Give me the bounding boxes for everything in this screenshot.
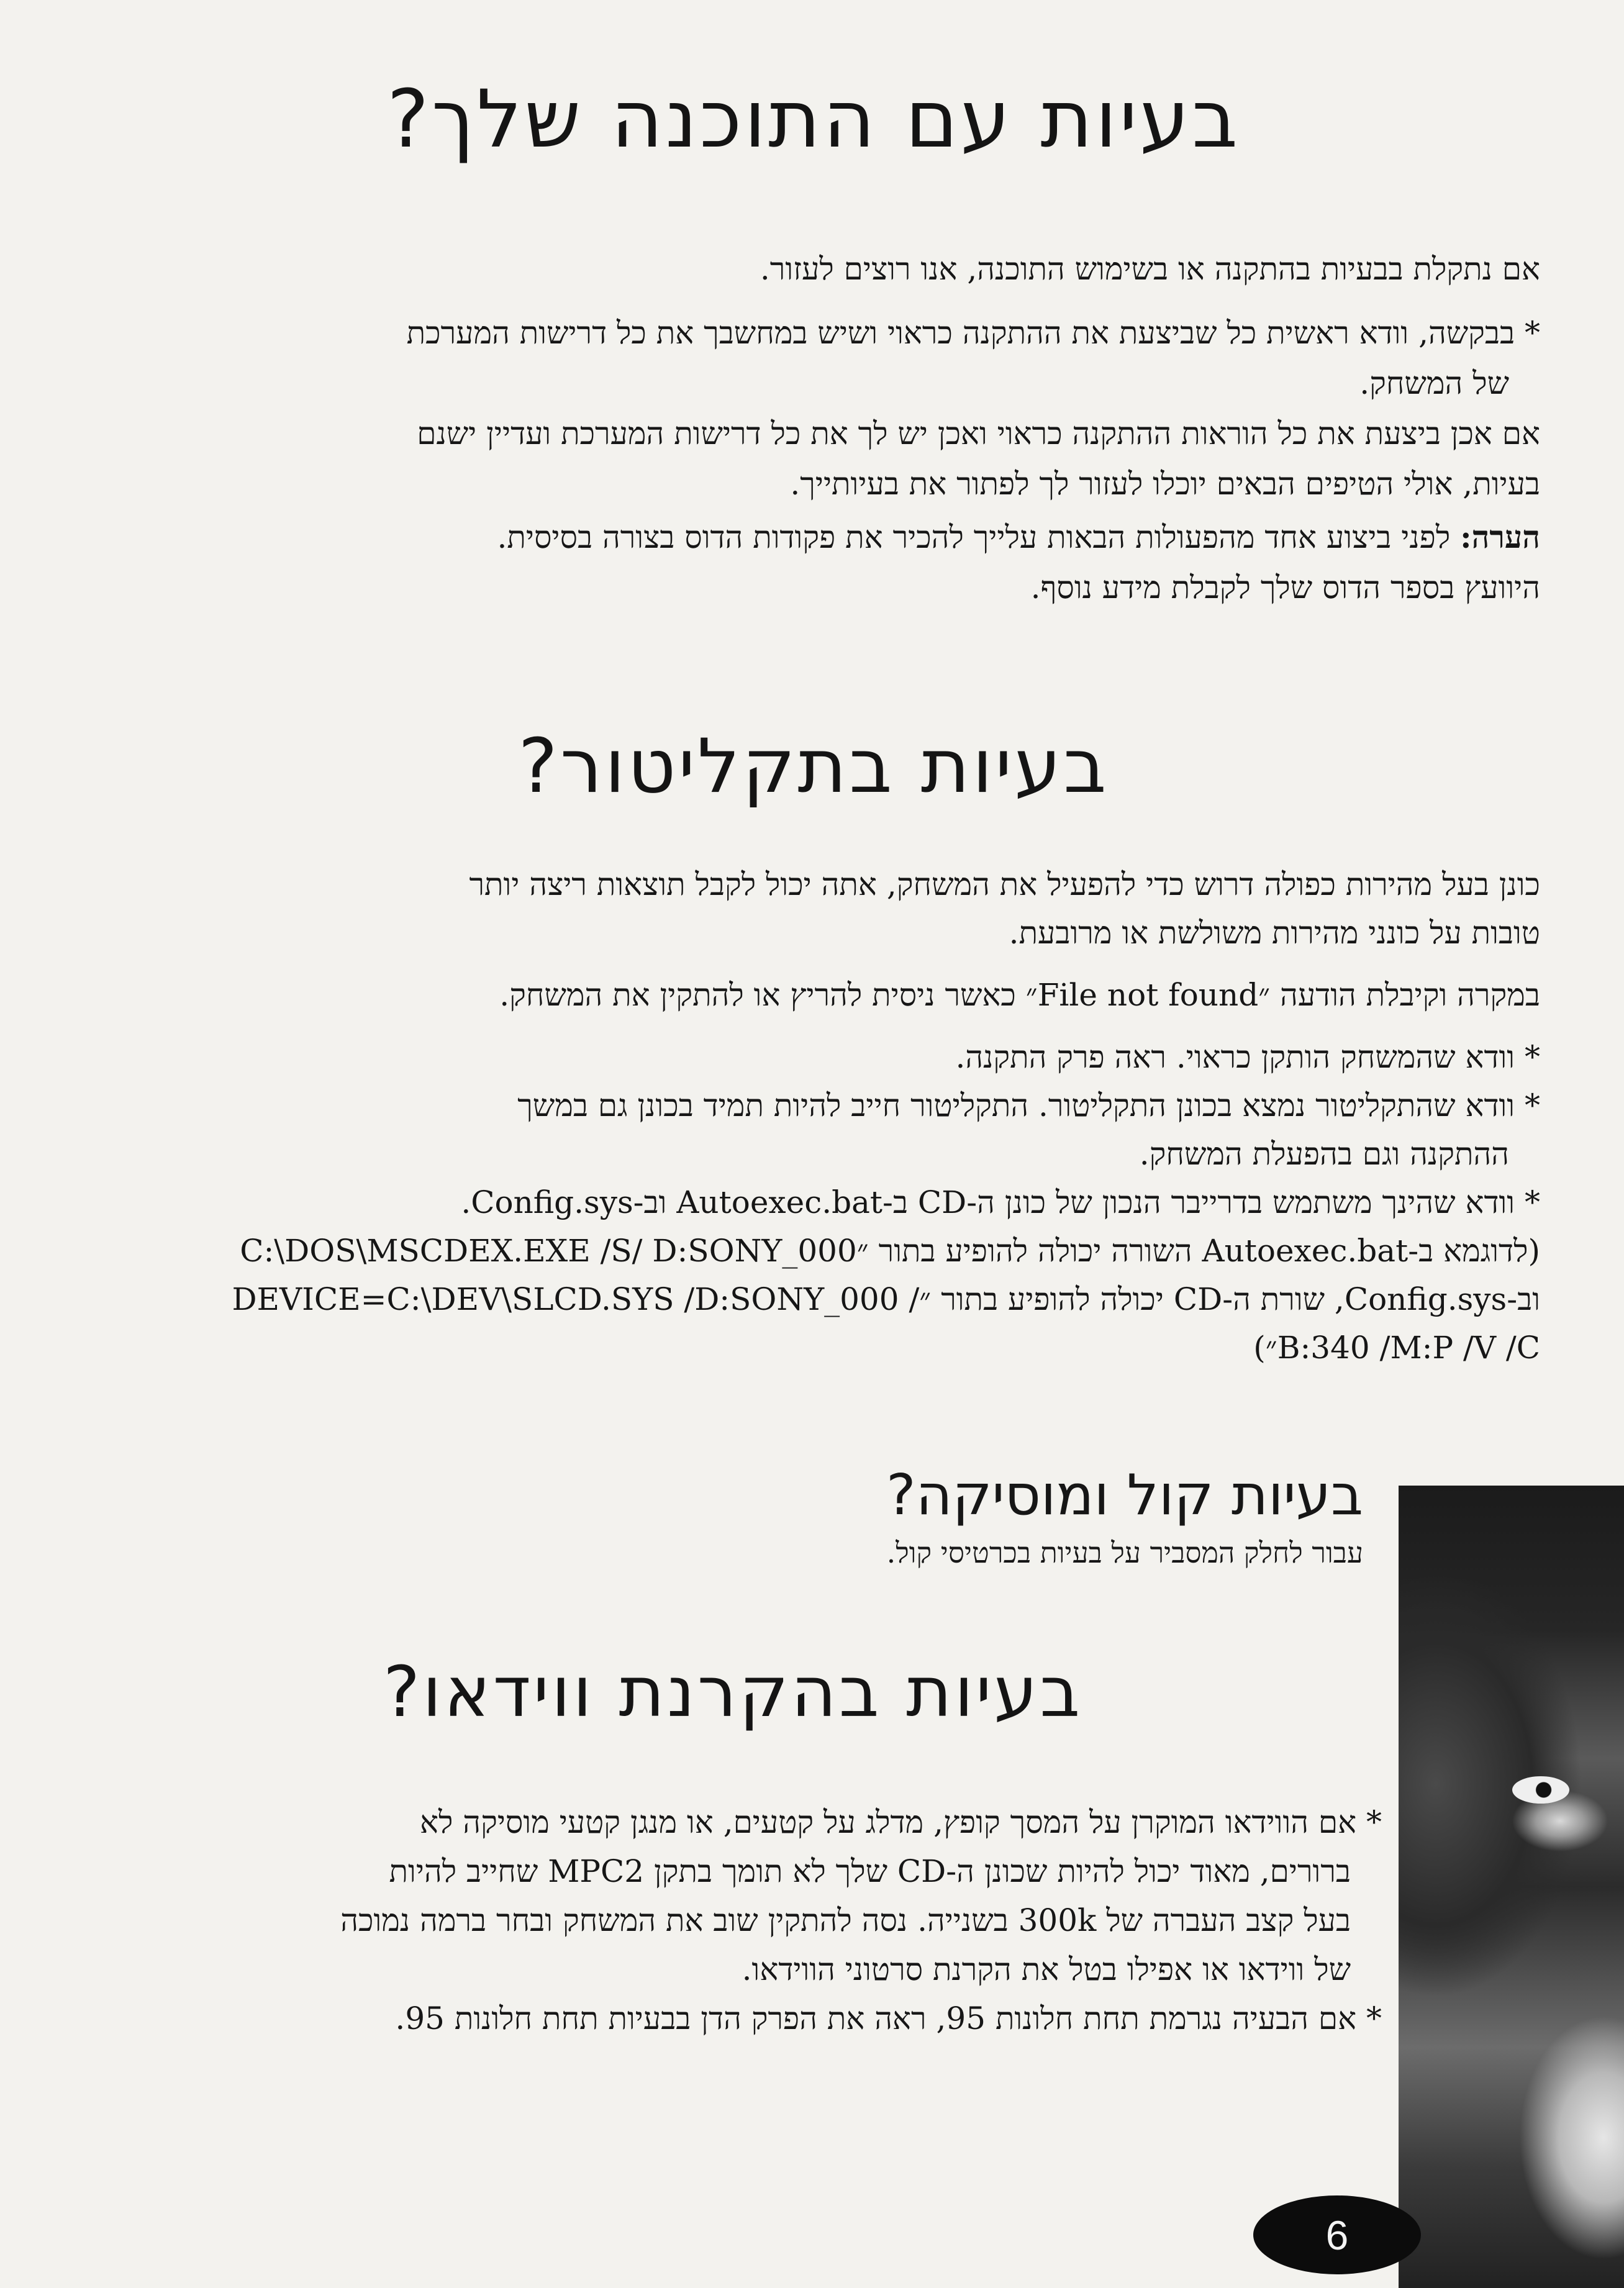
- video-problems-text: [112, 1798, 1382, 2043]
- sound-problems-text: [556, 1531, 1363, 1574]
- software-problems-text: [112, 244, 1540, 613]
- bullet-line: וב-Config.sys, שורת ה-CD יכולה להופיע בתור ״/ DEVICE=C:\DEV\SLCD.SYS /D:SONY_000: [232, 1281, 1540, 1317]
- note-text: לפני ביצוע אחד מהפעולות הבאות עלייך להכיר את פקודות הדוס בצורה בסיסית.: [497, 519, 1461, 555]
- paragraph-line: בעיות, אולי הטיפים הבאים יוכלו לעזור לך לפתור את בעיותייך.: [790, 466, 1540, 502]
- paragraph-line: כונן בעל מהירות כפולה דרוש כדי להפעיל את המשחק, אתה יכול לקבל תוצאות ריצה יותר: [469, 866, 1540, 902]
- note-line: היוועץ בספר הדוס שלך לקבלת מידע נוסף.: [1030, 570, 1540, 606]
- bullet-line: בעל קצב העברה של 300k בשנייה. נסה להתקין שוב את המשחק ובחר ברמה נמוכה: [340, 1902, 1351, 1938]
- section-title-software: בעיות עם התוכנה שלך?: [386, 73, 1241, 166]
- bullet-line: ברורים, מאוד יכול להיות שכונן ה-CD שלך לא תומך בתקן MPC2 שחייב להיות: [389, 1853, 1351, 1889]
- bullet-line: * אם הבעיה נגרמת תחת חלונות 95, ראה את הפרק הדן בבעיות תחת חלונות 95.: [395, 2000, 1382, 2036]
- paragraph-line: עבור לחלק המסביר על בעיות בכרטיסי קול.: [886, 1536, 1363, 1569]
- bullet-line: (לדוגמא ב-Autoexec.bat השורה יכולה להופיע בתור ״C:\DOS\MSCDEX.EXE /S/ D:SONY_000: [240, 1233, 1540, 1269]
- intro-line: אם נתקלת בבעיות בהתקנה או בשימוש התוכנה, אנו רוצים לעזור.: [760, 251, 1540, 287]
- paragraph-line: טובות על כונני מהירות משולשת או מרובעת.: [1009, 915, 1540, 951]
- section-title-sound: בעיות קול ומוסיקה?: [886, 1463, 1363, 1528]
- paragraph-line: במקרה וקיבלת הודעה ״File not found״ כאשר ניסית להריץ או להתקין את המשחק.: [499, 977, 1540, 1013]
- bullet-line: * וודא שהתקליטור נמצא בכונן התקליטור. התקליטור חייב להיות תמיד בכונן גם במשך: [517, 1087, 1540, 1124]
- bullet-line: * וודא שהינך משתמש בדרייבר הנכון של כונן ה-CD ב-Autoexec.bat וב-Config.sys.: [461, 1184, 1540, 1220]
- paragraph-line: אם אכן ביצעת את כל הוראות ההתקנה כראוי ואכן יש לך את כל דרישות המערכת ועדיין ישנם: [417, 415, 1540, 452]
- section-title-cd: בעיות בתקליטור?: [518, 724, 1109, 810]
- bullet-line: של ווידאו או אפילו בטל את הקרנת סרטוני הווידאו.: [742, 1951, 1351, 1987]
- bullet-line: ההתקנה וגם בהפעלת המשחק.: [1139, 1136, 1509, 1172]
- note-label: הערה:: [1460, 519, 1540, 555]
- dog-eye: [1512, 1776, 1569, 1804]
- bullet-line: * וודא שהמשחק הותקן כראוי. ראה פרק התקנה.: [955, 1039, 1540, 1075]
- bullet-line: B:340 /M:P /V /C״): [1253, 1330, 1540, 1366]
- bullet-line: * אם הווידאו המוקרן על המסך קופץ, מדלג על קטעים, או מנגן קטעי מוסיקה לא: [420, 1804, 1382, 1840]
- page-number: 6: [1325, 2212, 1349, 2258]
- bullet-line: של המשחק.: [1359, 365, 1509, 401]
- section-title-video: בעיות בהקרנת ווידאו?: [383, 1652, 1083, 1733]
- bullet-line: * בבקשה, וודא ראשית כל שביצעת את ההתקנה כראוי ושיש במחשבך את כל דרישות המערכת: [406, 315, 1540, 351]
- page-number-badge: [1253, 2195, 1421, 2274]
- cd-problems-text: [112, 860, 1540, 1372]
- dog-photo: [1399, 1486, 1624, 2288]
- note-line: [112, 512, 1540, 563]
